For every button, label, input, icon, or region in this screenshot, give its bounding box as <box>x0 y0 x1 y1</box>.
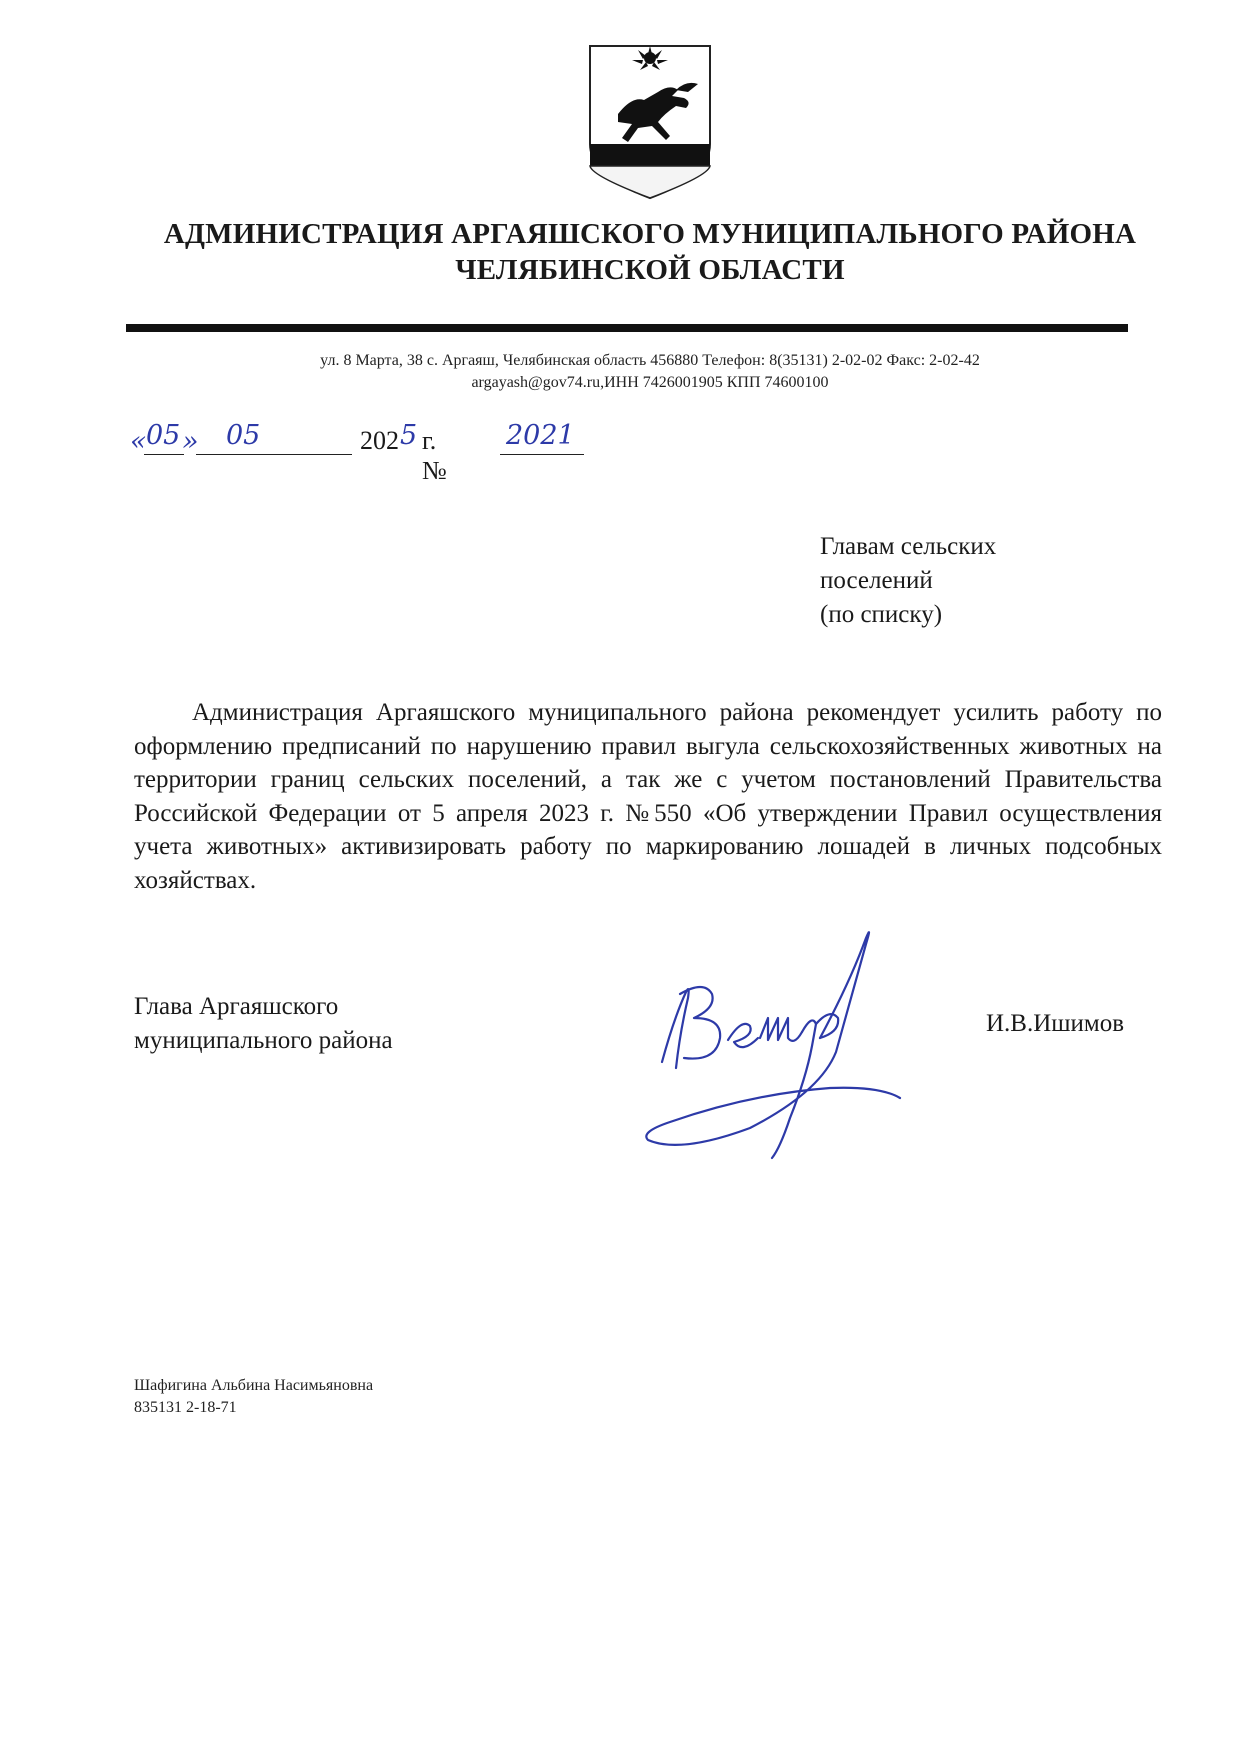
organization-name-line-1: АДМИНИСТРАЦИЯ АРГАЯШСКОГО МУНИЦИПАЛЬНОГО РАЙОНА <box>163 218 1137 250</box>
header-divider <box>126 324 1128 332</box>
coat-of-arms-emblem <box>588 44 712 200</box>
executor-phone: 835131 2-18-71 <box>134 1399 237 1416</box>
signer-name: И.В.Ишимов <box>986 1010 1125 1037</box>
registration-number: 2021 <box>506 420 575 451</box>
year-last-digit: 5 <box>400 420 418 451</box>
day-underline <box>144 454 184 455</box>
executor-block <box>134 1375 373 1419</box>
letter-body-paragraph: Администрация Аргаяшского муниципального района рекомендует усилить работу по оформлению предписаний по нарушению правил выгула сельскохозяйственных животных на территории границ сельских поселений, а так же с учетом постановлений Правительства Российской Федерации от 5 апреля 2023 г. №550 «Об утверждении Правил осуществления учета животных» активизировать работу по маркированию лошадей в личных подсобных хозяйствах. <box>134 699 1162 894</box>
addressee-line-1: Главам сельских <box>820 533 997 560</box>
executor-name: Шафигина Альбина Насимьяновна <box>134 1377 374 1394</box>
addressee-line-3: (по списку) <box>820 601 943 628</box>
organization-title <box>150 216 1150 288</box>
year-prefix: 202 <box>360 426 399 455</box>
date-day: 05 <box>146 420 181 451</box>
month-underline <box>196 454 352 455</box>
signatory-position-line-2: муниципального района <box>134 1027 393 1054</box>
date-month: 05 <box>226 420 261 451</box>
handwritten-signature <box>640 922 950 1162</box>
year-suffix-number-sign: г. № <box>422 426 447 485</box>
signatory-position-line-1: Глава Аргаяшского <box>134 993 339 1020</box>
contact-email-line: argayash@gov74.ru,ИНН 7426001905 КПП 74600100 <box>471 374 829 391</box>
organization-name-line-2: ЧЕЛЯБИНСКОЙ ОБЛАСТИ <box>455 254 845 286</box>
addressee-line-2: поселений <box>820 567 933 594</box>
signatory-position <box>134 990 393 1058</box>
number-underline <box>500 454 584 455</box>
date-open-quote: « <box>130 426 147 457</box>
contact-address-line: ул. 8 Марта, 38 с. Аргаяш, Челябинская область 456880 Телефон: 8(35131) 2-02-02 Факс: 2-02-42 <box>320 352 980 369</box>
addressee-block <box>820 530 996 632</box>
contact-details <box>150 350 1150 394</box>
date-close-quote: » <box>182 426 199 457</box>
